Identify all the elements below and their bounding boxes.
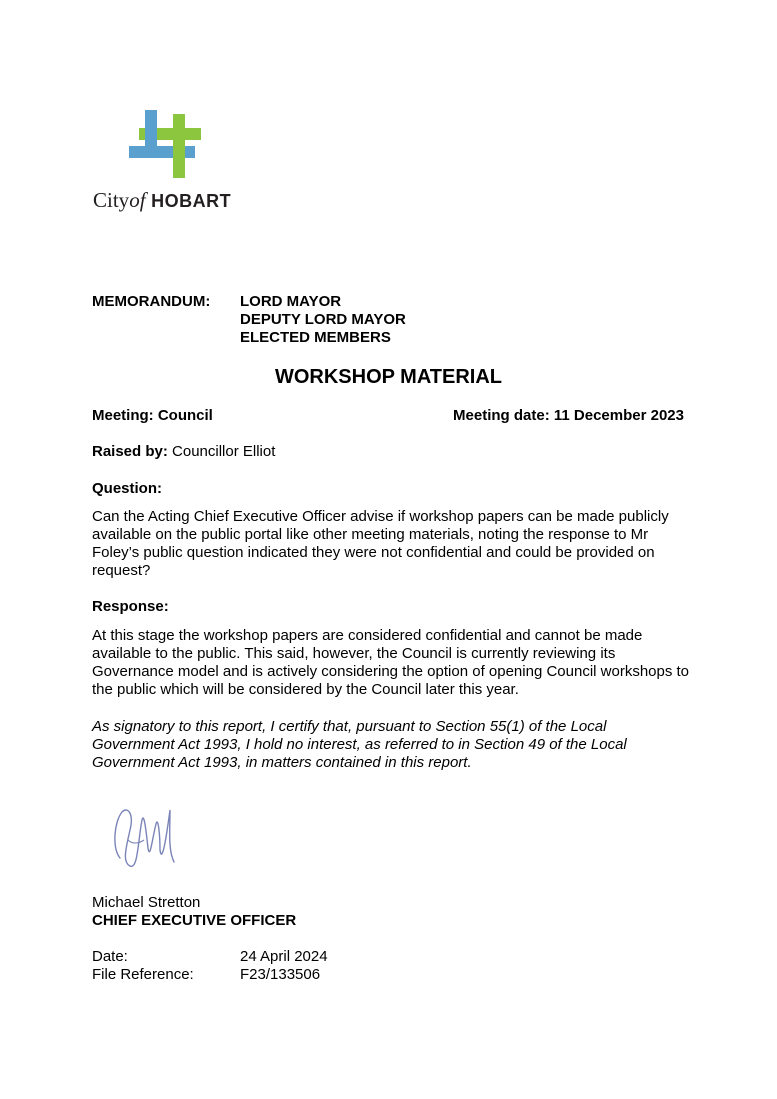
memorandum-label: MEMORANDUM: [92, 293, 211, 310]
recipient: DEPUTY LORD MAYOR [240, 311, 406, 328]
memorandum-recipients [240, 293, 406, 347]
question-heading: Question: [92, 480, 162, 497]
signature [108, 800, 188, 884]
city-of-hobart-logo [93, 110, 253, 220]
signer-name: Michael Stretton [92, 894, 201, 911]
meeting-date: Meeting date: 11 December 2023 [453, 407, 684, 424]
certification-statement: As signatory to this report, I certify that, pursuant to Section 55(1) of the Local Government Act 1993, I hold no interest, as referred to in Section 49 of the Local Government Act 1993, in matters contained in this report. [92, 718, 627, 771]
document-title: WORKSHOP MATERIAL [274, 366, 503, 388]
hobart-logo-icon [129, 110, 204, 180]
signer-title: CHIEF EXECUTIVE OFFICER [92, 912, 297, 929]
raised-by [92, 443, 275, 460]
signer-block [92, 894, 296, 930]
file-reference-value: F23/133506 [240, 966, 321, 983]
recipient: ELECTED MEMBERS [240, 329, 391, 346]
raised-by-label: Raised by: [92, 443, 168, 460]
meeting-label: Meeting: Council [92, 407, 213, 424]
file-reference-label: File Reference: [92, 966, 194, 983]
date-label: Date: [92, 948, 128, 965]
question-text: Can the Acting Chief Executive Officer advise if workshop papers can be made publicly available on the public portal like other meeting materials, noting the response to Mr Foley’s public question indicated they were not confidential and could be provided on request? [92, 508, 669, 579]
date-value: 24 April 2024 [240, 948, 328, 965]
recipient: LORD MAYOR [240, 293, 342, 310]
response-text: At this stage the workshop papers are considered confidential and cannot be made available to the public. This said, however, the Council is currently reviewing its Governance model and is actively considering the option of opening Council workshops to the public which will be considered by the Council later this year. [92, 627, 690, 698]
logo-wordmark: Cityof HOBART [93, 188, 232, 212]
response-heading: Response: [92, 598, 169, 615]
raised-by-value: Councillor Elliot [167, 443, 276, 460]
signature-image [108, 800, 188, 880]
